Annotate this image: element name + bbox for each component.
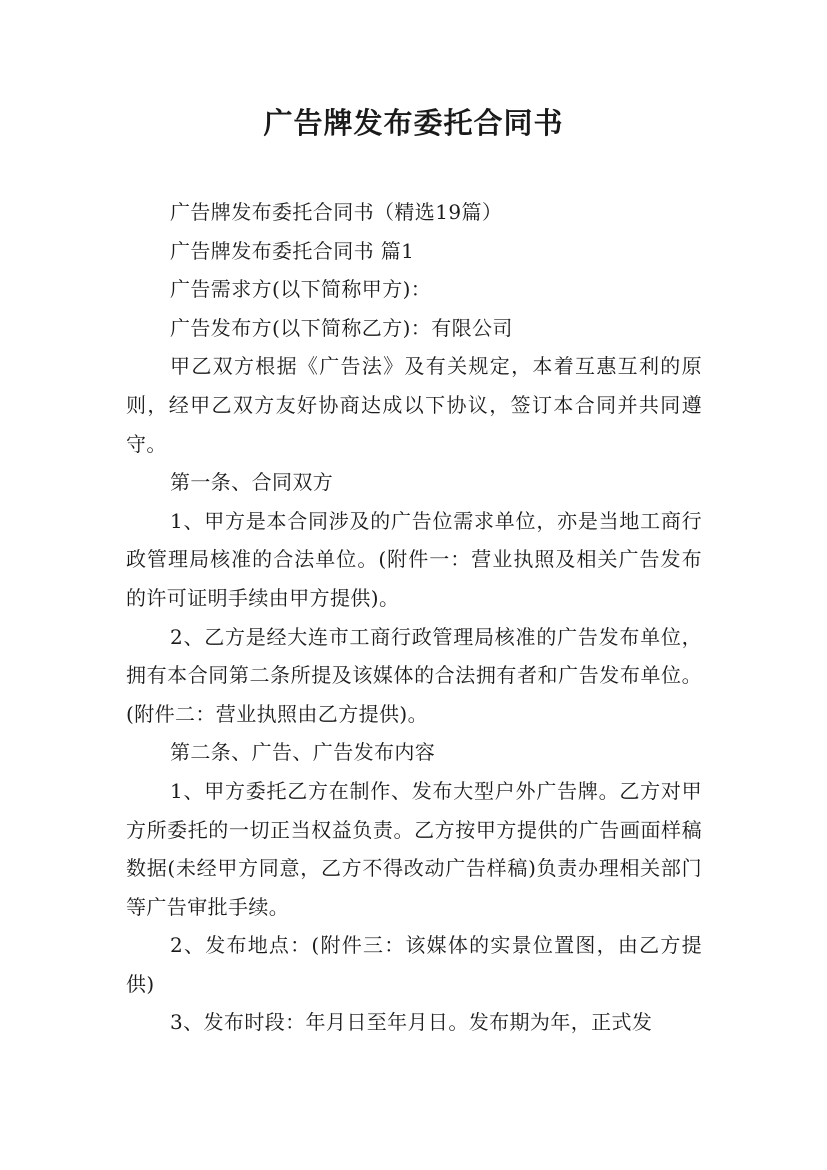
paragraph-party-a: 广告需求方(以下简称甲方)：	[170, 277, 432, 302]
paragraph-section-heading: 广告牌发布委托合同书 篇1	[170, 238, 415, 263]
document-title: 广告牌发布委托合同书	[263, 106, 564, 140]
paragraph-article-1-item-2: 2、乙方是经大连市工商行政管理局核准的广告发布单位，拥有本合同第二条所提及该媒体的合法拥有者和广告发布单位。(附件二：营业执照由乙方提供)。	[126, 624, 702, 726]
document-body	[126, 193, 702, 1042]
paragraph-subtitle: 广告牌发布委托合同书（精选19篇）	[170, 200, 503, 224]
paragraph-preamble: 甲乙双方根据《广告法》及有关规定，本着互惠互利的原则，经甲乙双方友好协商达成以下协议，签订本合同并共同遵守。	[126, 354, 702, 456]
paragraph-article-2-item-1: 1、甲方委托乙方在制作、发布大型户外广告牌。乙方对甲方所委托的一切正当权益负责。乙方按甲方提供的广告画面样稿数据(未经甲方同意，乙方不得改动广告样稿)负责办理相关部门等广告审批手续。	[126, 778, 702, 919]
paragraph-article-2-item-3: 3、发布时段：年月日至年月日。发布期为年，正式发	[170, 1010, 653, 1035]
paragraph-article-1-heading: 第一条、合同双方	[170, 470, 334, 495]
paragraph-party-b: 广告发布方(以下简称乙方)：有限公司	[170, 315, 513, 340]
paragraph-article-2-heading: 第二条、广告、广告发布内容	[170, 740, 436, 765]
paragraph-article-1-item-1: 1、甲方是本合同涉及的广告位需求单位，亦是当地工商行政管理局核准的合法单位。(附件一：营业执照及相关广告发布的许可证明手续由甲方提供)。	[126, 508, 702, 610]
paragraph-article-2-item-2: 2、发布地点：(附件三：该媒体的实景位置图，由乙方提供)	[126, 933, 702, 996]
